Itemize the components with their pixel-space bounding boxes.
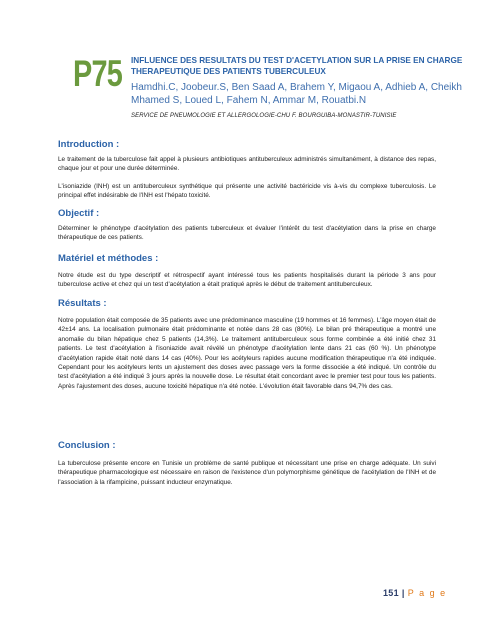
introduction-heading: Introduction : bbox=[58, 139, 120, 150]
introduction-paragraph-1: Le traitement de la tuberculose fait appel à plusieurs antibiotiques antituberculeux administrés simultanément, à distance des repas, chaque jour et pour une durée déterminée. bbox=[58, 156, 436, 173]
page-number: 151 bbox=[383, 588, 399, 598]
poster-header bbox=[131, 55, 471, 120]
page-word: P a g e bbox=[407, 588, 447, 598]
poster-authors: Hamdhi.C, Joobeur.S, Ben Saad A, Brahem Y, Migaou A, Adhieb A, Cheikh Mhamed S, Loued L, Fahem N, Ammar M, Rouatbi.N bbox=[131, 82, 462, 106]
conclusion-paragraph: La tuberculose présente encore en Tunisie un problème de santé publique et nécessitant une prise en charge adéquate. Un suivi thérapeutique pharmacologique est nécessaire en raison de l'existence d'un polymorphisme génétique de l'acétylation de l'INH et de l'association à la rifampicine, puissant inducteur enzymatique. bbox=[58, 460, 436, 486]
methodes-paragraph: Notre étude est du type descriptif et rétrospectif ayant intéressé tous les patients hospitalisés durant la période 3 ans pour tuberculose active et chez qui un test d'acétylation a était pratiqué après le début de traitement antituberculeux. bbox=[58, 272, 436, 289]
objectif-paragraph: Déterminer le phénotype d'acétylation des patients tuberculeux et évaluer l'intérêt du test d'acétylation dans la prise en charge thérapeutique de ces patients. bbox=[58, 225, 436, 242]
resultats-heading: Résultats : bbox=[58, 298, 107, 309]
poster-affiliation: SERVICE DE PNEUMOLOGIE ET ALLERGOLOGIE-CHU F. BOURGUIBA-MONASTIR-TUNISIE bbox=[131, 113, 397, 119]
conclusion-heading: Conclusion : bbox=[58, 440, 116, 451]
introduction-paragraph-2: L'isoniazide (INH) est un antituberculeux synthétique qui présente une activité bactéricide vis à-vis du complexe tuberculosis. Le principal effet indésirable de l'INH est l'hépato toxicité. bbox=[58, 183, 436, 200]
footer-separator: | bbox=[401, 588, 405, 598]
resultats-paragraph: Notre population était composée de 35 patients avec une prédominance masculine (19 hommes et 16 femmes). L'âge moyen était de 42±14 ans. La localisation pulmonaire était prédominante et notée dans 28 cas (80%). Le bilan pré thérapeutique a montré une anomalie du bilan hépatique chez 5 patients (14,3%). Le traitement antituberculeux sous forme combinée a été initié chez 31 patients. Le test d'acétylation à l'isoniazide avait révélé un phénotype d'acétylation lente dans 21 cas (60 %). Un phénotype d'acétylation rapide était noté dans 14 cas (40%). Pour les acétyleurs rapides aucune modification thérapeutique n'a été indiquée. Cependant pour les acétyleurs lents un ajustement des doses avec passage vers la forme dissociée a été indiqué. Un contrôle du test d'acétylation a été indiqué 3 jours après la nouvelle dose. Le résultat était concordant avec le premier test pour tous les patients. Après l'ajustement des doses, aucune toxicité hépatique n'a été notée. L'évolution était favorable dans 94,7% des cas. bbox=[58, 317, 436, 390]
page-footer bbox=[383, 588, 447, 599]
objectif-heading: Objectif : bbox=[58, 208, 100, 219]
methodes-heading: Matériel et méthodes : bbox=[58, 253, 159, 264]
poster-title: INFLUENCE DES RESULTATS DU TEST D'ACETYLATION SUR LA PRISE EN CHARGE THERAPEUTIQUE DES PATIENTS TUBERCULEUX bbox=[131, 56, 463, 76]
poster-code: P75 bbox=[73, 53, 123, 94]
